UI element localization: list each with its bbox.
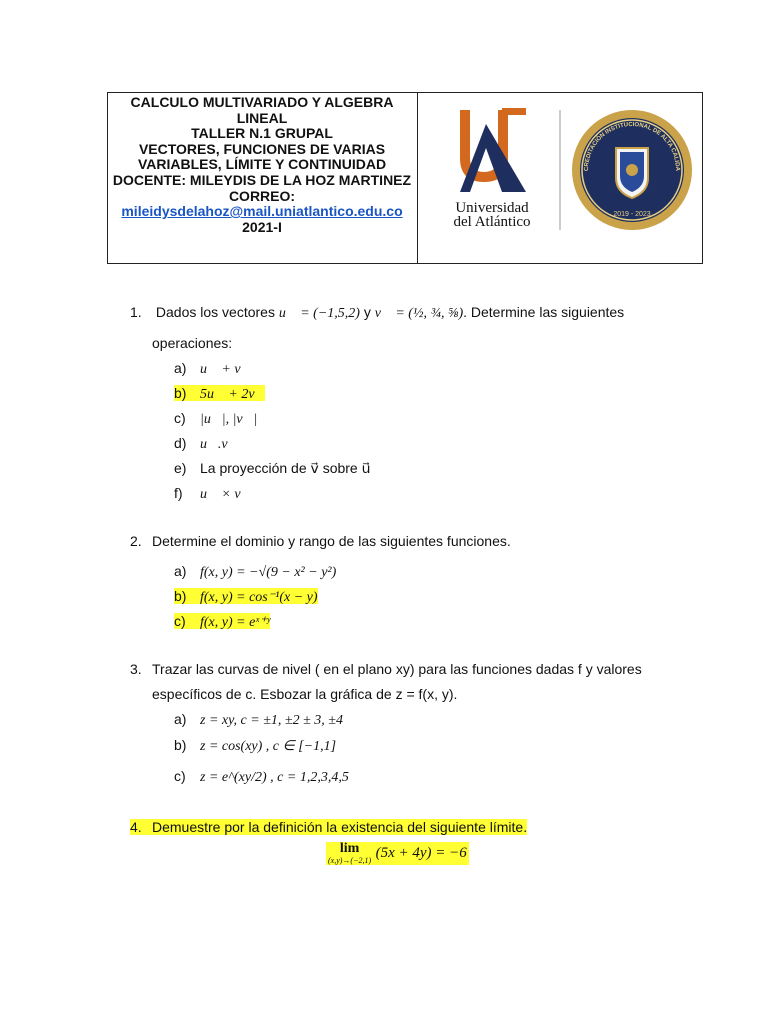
course-title-line1: CALCULO MULTIVARIADO Y ALGEBRA <box>130 94 394 110</box>
q3-number: 3. <box>130 661 142 677</box>
q2-intro: 2. Determine el dominio y rango de las siguientes funciones. <box>130 533 511 549</box>
q3-item-a: a) z = xy, c = ±1, ±2 ± 3, ±4 <box>174 711 343 728</box>
email-label: CORREO: <box>228 187 296 204</box>
topic-line1: VECTORES, FUNCIONES DE VARIAS <box>138 140 386 157</box>
vector-u-definition: u⃗ = (−1,5,2) <box>278 306 360 321</box>
q1-item-b: b) 5u⃗ + 2v⃗ <box>174 385 266 402</box>
q1-item-a: a) u⃗ + v⃗ <box>174 360 252 377</box>
seal-arc-text: CREDITACIÓN INSTITUCIONAL DE ALTA CALIDA <box>583 121 681 172</box>
limit-operator: lim <box>339 841 360 856</box>
q4-number: 4. <box>130 819 142 835</box>
q1-item-f: f) u⃗ × v⃗ <box>174 485 252 502</box>
q2-item-a: a) f(x, y) = −√(9 − x² − y²) <box>174 563 337 580</box>
q3-item-c: c) z = e^(xy/2) , c = 1,2,3,4,5 <box>174 768 349 785</box>
workshop-title: TALLER N.1 GRUPAL <box>191 125 333 142</box>
logo-area <box>420 100 700 260</box>
topic-line2: VARIABLES, LÍMITE Y CONTINUIDAD <box>137 156 387 173</box>
q1-intro: 1. Dados los vectores u⃗ = (−1,5,2) y v⃗ = (½, ¾, ⅝). Determine las siguientes <box>130 304 625 321</box>
q3-intro: 3. Trazar las curvas de nivel ( en el plano xy) para las funciones dadas f y valores <box>130 661 642 677</box>
university-line1: Universidad <box>455 200 529 216</box>
university-line2: del Atlántico <box>453 214 531 230</box>
header-text-block <box>108 95 416 235</box>
teacher-email-link[interactable]: mileidysdelahoz@mail.uniatlantico.edu.co <box>121 203 403 220</box>
q2-item-c: c) f(x, y) = eˣ⁺ʸ <box>174 613 271 630</box>
limit-body: (5x + 4y) = −6 <box>375 845 467 861</box>
limit-subscript: (x,y)→(−2,1) <box>328 856 372 865</box>
q1-item-e: e) La proyección de v⃗ sobre u⃗ <box>174 460 371 476</box>
university-logo <box>420 100 700 260</box>
course-title-line2: LINEAL <box>236 109 288 126</box>
teacher-line: DOCENTE: MILEYDIS DE LA HOZ MARTINEZ <box>112 171 412 188</box>
q2-item-b: b) f(x, y) = cos⁻¹(x − y) <box>174 588 318 605</box>
ua-monogram-icon <box>460 108 526 192</box>
q1-number: 1. <box>130 304 142 320</box>
q1-item-d: d) u⃗.v⃗ <box>174 435 239 452</box>
vector-v-definition: v⃗ = (½, ¾, ⅝) <box>374 306 464 321</box>
q1-intro-continued: operaciones: <box>152 335 233 351</box>
q1-item-c: c) |u⃗|, |v⃗| <box>174 410 258 427</box>
academic-term: 2021-I <box>242 218 282 235</box>
q3-item-b: b) z = cos(xy) , c ∈ [−1,1] <box>174 737 337 754</box>
q4-limit-expression <box>326 842 469 865</box>
q4-intro: 4. Demuestre por la definición la existencia del siguiente límite. <box>130 819 528 835</box>
seal-years: 2019 - 2023 <box>613 211 651 218</box>
header-divider <box>417 92 418 264</box>
q2-number: 2. <box>130 533 142 549</box>
q3-intro-continued: específicos de c. Esbozar la gráfica de z = f(x, y). <box>152 686 458 702</box>
